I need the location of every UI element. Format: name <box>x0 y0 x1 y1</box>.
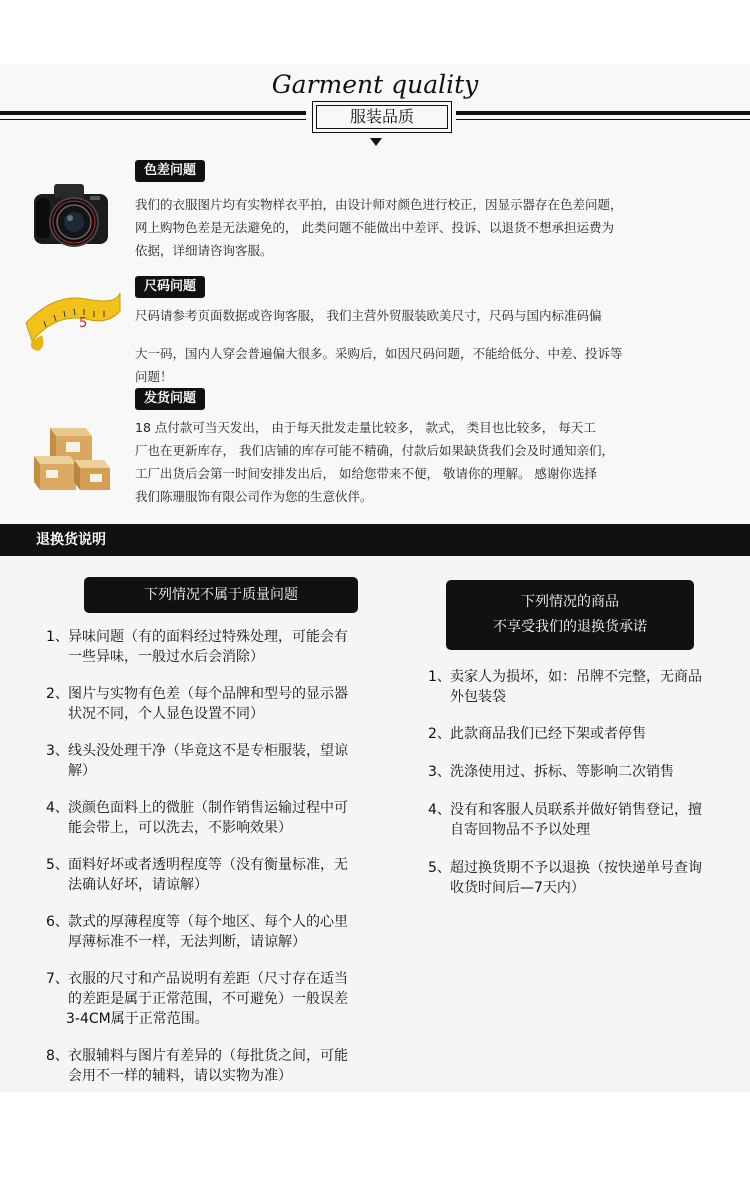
item-line: 收货时间后—7天内） <box>450 880 585 896</box>
section-title-box <box>312 101 452 133</box>
size-text-line2: 大一码，国内人穿会普遍偏大很多。采购后，如因尺码问题，不能给低分、中差、投诉等 <box>135 346 623 361</box>
left-item-7-cont <box>46 1009 396 1031</box>
left-item-4 <box>46 798 396 838</box>
item-line: 超过换货期不予以退换（按快递单号查询 <box>450 860 702 876</box>
item-number: 6、 <box>46 914 69 930</box>
item-line: 自寄回物品不予以处理 <box>450 822 590 838</box>
left-item-6 <box>46 912 396 952</box>
right-item-2 <box>428 724 744 744</box>
shipping-text <box>135 416 740 508</box>
color-diff-line: 我们的衣服图片均有实物样衣平拍，由设计师对颜色进行校正，因显示器存在色差问题， <box>135 197 623 212</box>
item-line: 3-4CM属于正常范围。 <box>66 1011 209 1027</box>
item-line: 没有和客服人员联系并做好销售登记，擅 <box>450 802 702 818</box>
no-exchange-header <box>446 580 694 650</box>
title-rule-left-thin <box>0 119 306 120</box>
title-rule-right-thin <box>456 119 750 120</box>
item-line: 会用不一样的辅料，请以实物为准） <box>68 1068 292 1084</box>
item-line: 法确认好坏，请谅解） <box>68 877 208 893</box>
left-item-1 <box>46 627 396 667</box>
item-number: 5、 <box>46 857 69 873</box>
color-diff-tag: 色差问题 <box>135 160 205 182</box>
item-line: 衣服辅料与图片有差异的（每批货之间，可能 <box>68 1048 348 1064</box>
size-tag: 尺码问题 <box>135 276 205 298</box>
shipping-line: 我们陈珊服饰有限公司作为您的生意伙伴。 <box>135 489 373 504</box>
script-title: Garment quality <box>271 70 479 99</box>
left-item-3 <box>46 741 396 781</box>
section-title: 服装品质 <box>316 105 448 129</box>
item-line: 衣服的尺寸和产品说明有差距（尺寸存在适当 <box>68 971 348 987</box>
item-number: 1、 <box>46 629 69 645</box>
item-number: 2、 <box>428 726 451 742</box>
item-number: 5、 <box>428 860 451 876</box>
left-item-2 <box>46 684 396 724</box>
item-line: 能会带上，可以洗去，不影响效果） <box>68 820 292 836</box>
item-line: 洗涤使用过、拆标、等影响二次销售 <box>450 764 674 780</box>
shipping-line: 工厂出货后会第一时间安排发出后， 如给您带来不便， 敬请你的理解。 感谢你选择 <box>135 466 597 481</box>
item-number: 7、 <box>46 971 69 987</box>
no-exchange-header-line: 不享受我们的退换货承诺 <box>493 619 647 635</box>
camera-icon <box>30 178 112 254</box>
color-diff-line: 网上购物色差是无法避免的， 此类问题不能做出中差评、投诉、以退货不想承担运费为 <box>135 220 614 235</box>
size-text-line3: 问题！ <box>135 369 173 384</box>
right-item-3 <box>428 762 744 782</box>
item-line: 淡颜色面料上的微脏（制作销售运输过程中可 <box>68 800 348 816</box>
item-line: 异味问题（有的面料经过特殊处理，可能会有 <box>68 629 348 645</box>
item-line: 状况不同，个人显色设置不同） <box>68 706 264 722</box>
shipping-line: 厂也在更新库存， 我们店铺的库存可能不精确，付款后如果缺货我们会及时通知亲们， <box>135 443 614 458</box>
item-line: 图片与实物有色差（每个品牌和型号的显示器 <box>68 686 348 702</box>
shipping-boxes-icon <box>30 420 112 492</box>
title-rule-left <box>0 111 306 115</box>
color-diff-text <box>135 193 735 262</box>
item-line: 线头没处理干净（毕竟这不是专柜服装，望谅 <box>68 743 348 759</box>
item-line: 厚薄标准不一样，无法判断，请谅解） <box>68 934 306 950</box>
not-quality-issue-header: 下列情况不属于质量问题 <box>84 577 358 613</box>
right-item-1 <box>428 667 744 707</box>
right-item-4 <box>428 800 744 840</box>
item-number: 1、 <box>428 669 451 685</box>
item-line: 卖家人为损坏，如：吊牌不完整，无商品 <box>450 669 702 685</box>
item-number: 8、 <box>46 1048 69 1064</box>
title-rule-right <box>456 111 750 115</box>
item-line: 此款商品我们已经下架或者停售 <box>450 726 646 742</box>
item-number: 3、 <box>428 764 451 780</box>
color-diff-line: 依据，详细请咨询客服。 <box>135 243 273 258</box>
item-line: 解） <box>68 763 96 779</box>
item-number: 3、 <box>46 743 69 759</box>
item-number: 4、 <box>46 800 69 816</box>
item-number: 4、 <box>428 802 451 818</box>
item-number: 2、 <box>46 686 69 702</box>
tape-measure-icon <box>24 285 122 353</box>
item-line: 一些异味，一般过水后会消除） <box>68 649 264 665</box>
item-line: 外包装袋 <box>450 689 506 705</box>
item-line: 款式的厚薄程度等（每个地区、每个人的心里 <box>68 914 348 930</box>
right-item-5 <box>428 858 744 898</box>
size-text-line1: 尺码请参考页面数据或咨询客服， 我们主营外贸服装欧美尺寸，尺码与国内标准码偏 <box>135 308 602 323</box>
exchange-header-bar <box>0 524 750 556</box>
shipping-tag: 发货问题 <box>135 388 205 410</box>
exchange-title: 退换货说明 <box>36 532 106 548</box>
left-item-5 <box>46 855 396 895</box>
no-exchange-header-line: 下列情况的商品 <box>521 594 619 610</box>
down-arrow-icon <box>370 138 382 146</box>
left-item-8 <box>46 1046 396 1086</box>
item-line: 的差距是属于正常范围，不可避免）一般误差 <box>68 991 348 1007</box>
shipping-line: 18 点付款可当天发出， 由于每天批发走量比较多， 款式， 类目也比较多， 每天工 <box>135 420 596 435</box>
item-line: 面料好坏或者透明程度等（没有衡量标准，无 <box>68 857 348 873</box>
svg-text:5: 5 <box>79 316 88 331</box>
